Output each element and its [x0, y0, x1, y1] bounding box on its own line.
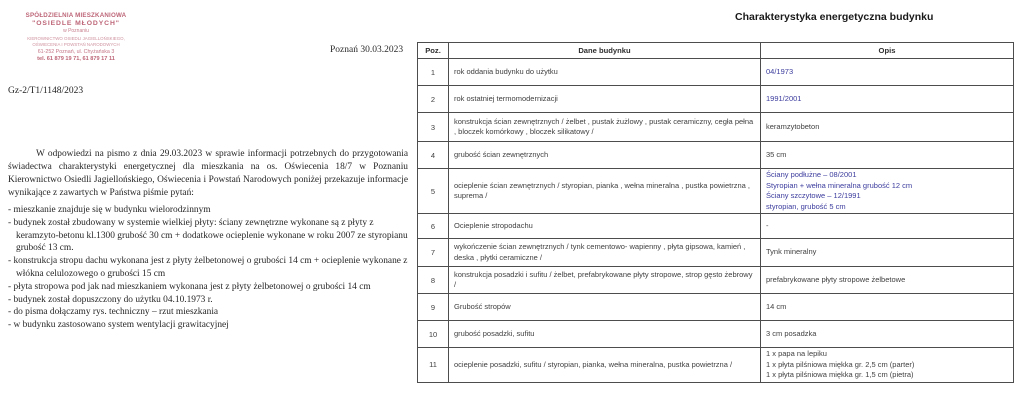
opis-line: 1 x papa na lepiku: [766, 349, 827, 358]
poz-cell: 5: [418, 169, 449, 214]
opis-line: -: [766, 220, 769, 230]
table-row: [418, 214, 1014, 239]
stamp-line: tel. 61 879 19 71, 61 879 17 11: [37, 56, 115, 62]
table-row: [418, 267, 1014, 294]
opis-line: keramzytobeton: [766, 121, 820, 131]
table-row: [418, 59, 1014, 86]
poz-cell: 11: [418, 348, 449, 383]
opis-line: Ściany podłużne – 08/2001: [766, 170, 857, 179]
reference-number: Gz-2/T1/1148/2023: [8, 86, 84, 96]
stamp-line: w Poznaniu: [63, 28, 89, 34]
dane-budynku-cell: rok ostatniej termomodernizacji: [449, 86, 761, 113]
poz-cell: 10: [418, 321, 449, 348]
opis-line: Styropian + wełna mineralna grubość 12 cm: [766, 180, 913, 190]
building-data-table: [417, 42, 1014, 383]
opis-cell: [761, 348, 1014, 383]
letter-bullet: - płyta stropowa pod jak nad mieszkaniem wykonana jest z płyty żelbetonowej o grubości 14 cm: [8, 281, 371, 292]
opis-cell: [761, 294, 1014, 321]
letter-bullet: - budynek został dopuszczony do użytku 04.10.1973 r.: [8, 294, 213, 305]
letter-body-paragraph: W odpowiedzi na pismo z dnia 29.03.2023 w sprawie informacji potrzebnych do przygotowania świadectwa charakterystyki energetycznej dla mieszkania na os. Oświecenia 18/7 w Poznaniu Kierownictwo Osiedli Jagiellońskiego, Oświecenia i Powstań Narodowych poniżej przekazuje informacje wynikające z zawartych w Państwa piśmie pytań:: [8, 149, 408, 198]
poz-cell: 4: [418, 142, 449, 169]
opis-line: 1 x płyta pilśniowa miękka gr. 1,5 cm (pietra): [766, 370, 914, 379]
dane-budynku-cell: konstrukcja posadzki i sufitu / żelbet, prefabrykowane płyty stropowe, strop gęsto żebrowy /: [449, 267, 761, 294]
stamp-line: 61-252 Poznań, ul. Chyżańska 3: [37, 49, 115, 55]
table-row: [418, 239, 1014, 267]
poz-cell: 3: [418, 113, 449, 142]
dane-budynku-cell: wykończenie ścian zewnętrznych / tynk cementowo- wapienny , płyta gipsowa, kamień , deska , płytki ceramiczne /: [449, 239, 761, 267]
poz-cell: 2: [418, 86, 449, 113]
poz-cell: 9: [418, 294, 449, 321]
table-row: [418, 142, 1014, 169]
opis-line: Ściany szczytowe – 12/1991: [766, 191, 861, 200]
opis-cell: [761, 214, 1014, 239]
dane-budynku-cell: Grubość stropów: [449, 294, 761, 321]
poz-cell: 1: [418, 59, 449, 86]
stamp-line: SPÓŁDZIELNIA MIESZKANIOWA: [25, 12, 127, 19]
table-row: [418, 348, 1014, 383]
opis-line: 1991/2001: [766, 93, 802, 103]
table-row: [418, 321, 1014, 348]
table-header-row: [418, 43, 1014, 59]
opis-cell: [761, 169, 1014, 214]
letter-date: Poznań 30.03.2023: [330, 45, 404, 55]
opis-cell: [761, 142, 1014, 169]
header-opis: Opis: [761, 43, 1014, 59]
poz-cell: 8: [418, 267, 449, 294]
dane-budynku-cell: ocieplenie posadzki, sufitu / styropian, pianka, wełna mineralna, pustka powietrzna /: [449, 348, 761, 383]
poz-cell: 6: [418, 214, 449, 239]
poz-cell: 7: [418, 239, 449, 267]
opis-line: styropian, grubość 5 cm: [766, 201, 846, 211]
dane-budynku-cell: rok oddania budynku do użytku: [449, 59, 761, 86]
letter-bullet-list: [8, 204, 410, 332]
opis-line: 14 cm: [766, 301, 787, 311]
table-row: [418, 113, 1014, 142]
letter-bullet: - mieszkanie znajduje się w budynku wielorodzinnym: [8, 205, 211, 215]
dane-budynku-cell: grubość posadzki, sufitu: [449, 321, 761, 348]
table-row: [418, 86, 1014, 113]
letter-bullet: - do pisma dołączamy rys. techniczny – rzut mieszkania: [8, 307, 219, 318]
opis-cell: [761, 321, 1014, 348]
stamp-line: KIEROWNICTWO OSIEDLI JAGIELLOŃSKIEGO,: [27, 36, 125, 41]
stamp-line: OŚWIECENIA I POWSTAŃ NARODOWYCH: [32, 42, 120, 47]
dane-budynku-cell: ocieplenie ścian zewnętrznych / styropian, pianka , wełna mineralna , pustka powietrzna , suprema /: [449, 169, 761, 214]
table-row: [418, 294, 1014, 321]
header-dane-budynku: Dane budynku: [449, 43, 761, 59]
letter-bullet: - konstrukcja stropu dachu wykonana jest z płyty żelbetonowej o grubości 14 cm + ocieplenie wykonane z włókna celulozowego o grubości 15 cm: [8, 256, 408, 279]
dane-budynku-cell: konstrukcja ścian zewnętrznych / żelbet , pustak żużlowy , pustak ceramiczny, cegła pełna , bloczek komórkowy , bloczek silikatowy /: [449, 113, 761, 142]
table-title: Charakterystyka energetyczna budynku: [735, 11, 934, 23]
opis-cell: [761, 113, 1014, 142]
dane-budynku-cell: Ocieplenie stropodachu: [449, 214, 761, 239]
opis-line: 04/1973: [766, 66, 794, 76]
opis-cell: [761, 59, 1014, 86]
opis-line: 3 cm posadzka: [766, 328, 817, 338]
opis-cell: [761, 86, 1014, 113]
header-poz: Poz.: [418, 43, 449, 59]
stamp-line: "OSIEDLE MŁODYCH": [32, 20, 120, 27]
table-row: [418, 169, 1014, 214]
opis-line: prefabrykowane płyty stropowe żelbetowe: [766, 274, 906, 284]
opis-line: Tynk mineralny: [766, 247, 817, 257]
opis-line: 35 cm: [766, 149, 787, 159]
letter-bullet: - budynek został zbudowany w systemie wielkiej płyty: ściany zewnętrzne wykonane są z płyty z keramzyto-betonu kl.1300 grubość 30 cm + dodatkowe ocieplenie wykonane w roku 2007 ze styropianu grubość 13 cm.: [8, 217, 408, 254]
company-stamp: [10, 12, 142, 62]
dane-budynku-cell: grubość ścian zewnętrznych: [449, 142, 761, 169]
opis-cell: [761, 267, 1014, 294]
opis-cell: [761, 239, 1014, 267]
letter-bullet: - w budynku zastosowano system wentylacji grawitacyjnej: [8, 320, 229, 331]
opis-line: 1 x płyta pilśniowa miękka gr. 2,5 cm (parter): [766, 359, 915, 369]
letter-section: [8, 0, 410, 407]
